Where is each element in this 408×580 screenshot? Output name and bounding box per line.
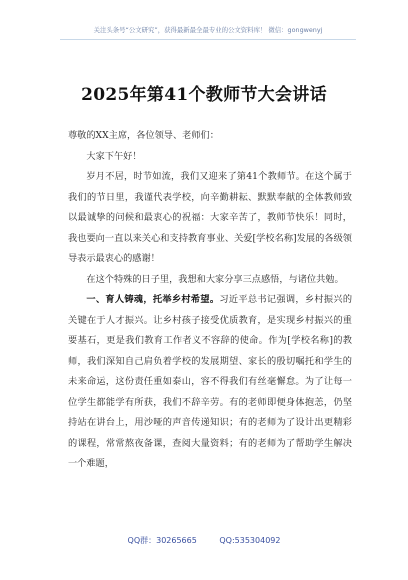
header-banner-text: 关注头条号“公文研究”，获得最新最全最专业的公文资料库！ 微信：gongwenyj — [93, 26, 323, 34]
footer-contact — [0, 535, 408, 546]
footer-qq: QQ:535304092 — [219, 536, 281, 545]
paragraph-intro: 在这个特殊的日子里，我想和大家分享三点感悟，与诸位共勉。 — [86, 273, 344, 285]
document-body — [68, 126, 352, 475]
header-banner — [60, 17, 356, 40]
section-1-heading: 一、育人铸魂，托举乡村希望。 — [86, 294, 220, 305]
salutation: 尊敬的XX主席，各位领导、老师们： — [68, 130, 219, 141]
paragraph-opening: 岁月不居，时节如流，我们又迎来了第41个教师节。在这个属于我们的节日里，我谨代表学校，向辛勤耕耘、默默奉献的全体教师致以最诚挚的问候和最衷心的祝福：大家辛苦了，教师节快乐！同时，我也要向一直以来关心和支持教育事业、关爱[学校名称]发展的各级领导表示最衷心的感谢！ — [68, 171, 352, 264]
section-1-text: 习近平总书记强调，乡村振兴的关键在于人才振兴。让乡村孩子接受优质教育，是实现乡村振兴的重要基石，更是我们教育工作者义不容辞的使命。作为[学校名称]的教师，我们深知自己肩负着学校的发展期望、家长的殷切嘱托和学生的未来命运，这份责任重如泰山，容不得我们有丝毫懈怠。为了让每一位学生都能学有所获，我们不辞辛劳。有的老师即便身体抱恙，仍坚持站在讲台上，用沙哑的声音传递知识；有的老师为了设计出更精彩的课程，常常熬夜备课，查阅大量资料；有的老师为了帮助学生解决一个难题， — [68, 294, 353, 469]
footer-qq-group: QQ群：30265665 — [127, 536, 197, 545]
document-title: 2025年第41个教师节大会讲话 — [81, 85, 327, 105]
greeting: 大家下午好！ — [86, 150, 142, 162]
paragraph-section-1 — [68, 290, 352, 475]
